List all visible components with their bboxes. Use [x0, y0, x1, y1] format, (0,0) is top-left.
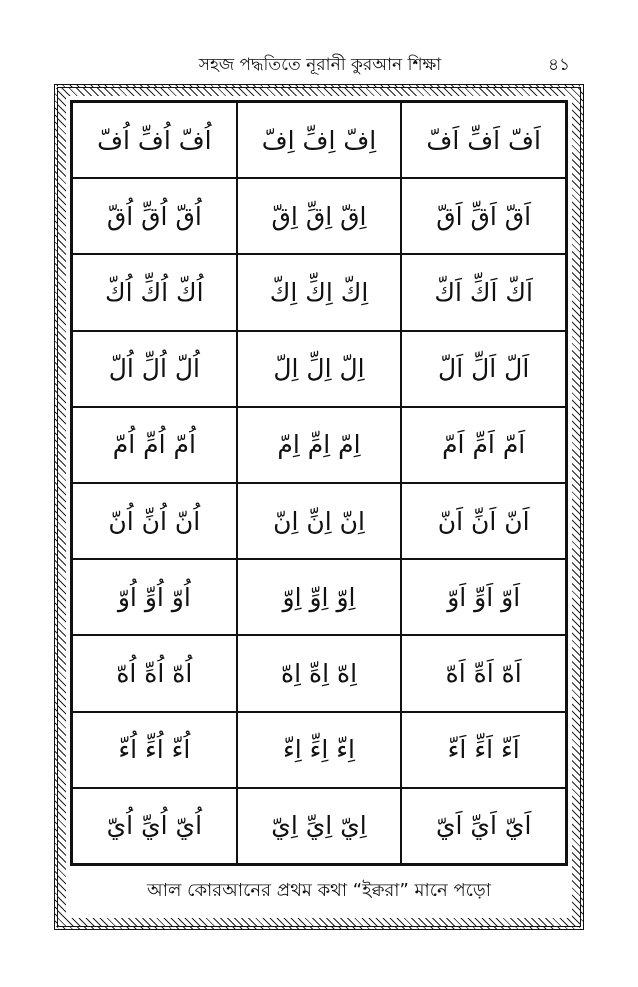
page-number: ৪১ [548, 55, 571, 75]
table-cell: اِقّ اِقِّ اِقّ [237, 178, 402, 254]
table-cell: اُكّ اُكِّ اُكّ [72, 254, 237, 330]
table-cell: اَقّ اَقِّ اَقّ [401, 178, 566, 254]
table-cell: اَمّ اَمِّ اَمّ [401, 407, 566, 483]
table-cell: اِمّ اِمِّ اِمّ [237, 407, 402, 483]
table-cell: اِهّ اِهِّ اِهّ [237, 635, 402, 711]
table-cell: اُقّ اُقِّ اُقّ [72, 178, 237, 254]
table-cell: اُنّ اُنِّ اُنّ [72, 483, 237, 559]
frame-content [66, 96, 572, 918]
table-cell: اَوّ اَوِّ اَوّ [401, 559, 566, 635]
page-header [0, 50, 638, 82]
decorative-border-frame [54, 84, 584, 930]
table-cell: اُمّ اُمِّ اُمّ [72, 407, 237, 483]
arabic-letter-table [70, 100, 568, 866]
table-cell: اَيّ اَيِّ اَيّ [401, 788, 566, 864]
table-cell: اِنّ اِنِّ اِنّ [237, 483, 402, 559]
table-cell: اُيّ اُيِّ اُيّ [72, 788, 237, 864]
table-cell: اِيّ اِيِّ اِيّ [237, 788, 402, 864]
table-cell: اُوّ اُوِّ اُوّ [72, 559, 237, 635]
table-cell: اُءّ اُءِّ اُءّ [72, 712, 237, 788]
table-cell: اَءّ اَءِّ اَءّ [401, 712, 566, 788]
table-cell: اُلّ اُلِّ اُلّ [72, 331, 237, 407]
table-cell: اِكّ اِكِّ اِكّ [237, 254, 402, 330]
table-cell: اَلّ اَلِّ اَلّ [401, 331, 566, 407]
table-cell: اُفّ اُفِّ اُفّ [72, 102, 237, 178]
table-cell: اِوّ اِوِّ اِوّ [237, 559, 402, 635]
table-cell: اَنّ اَنِّ اَنّ [401, 483, 566, 559]
table-cell: اَكّ اَكِّ اَكّ [401, 254, 566, 330]
page-title: সহজ পদ্ধতিতে নূরানী কুরআন শিক্ষা [198, 55, 442, 75]
table-cell: اِءّ اِءِّ اِءّ [237, 712, 402, 788]
table-cell: اِلّ اِلِّ اِلّ [237, 331, 402, 407]
footer-caption: আল কোরআনের প্রথম কথা “ইক্বরা” মানে পড়ো [147, 879, 491, 901]
table-cell: اَفّ اَفِّ اَفّ [401, 102, 566, 178]
table-cell: اُهّ اُهِّ اُهّ [72, 635, 237, 711]
table-cell: اَهّ اَهِّ اَهّ [401, 635, 566, 711]
table-cell: اِفّ اِفِّ اِفّ [237, 102, 402, 178]
